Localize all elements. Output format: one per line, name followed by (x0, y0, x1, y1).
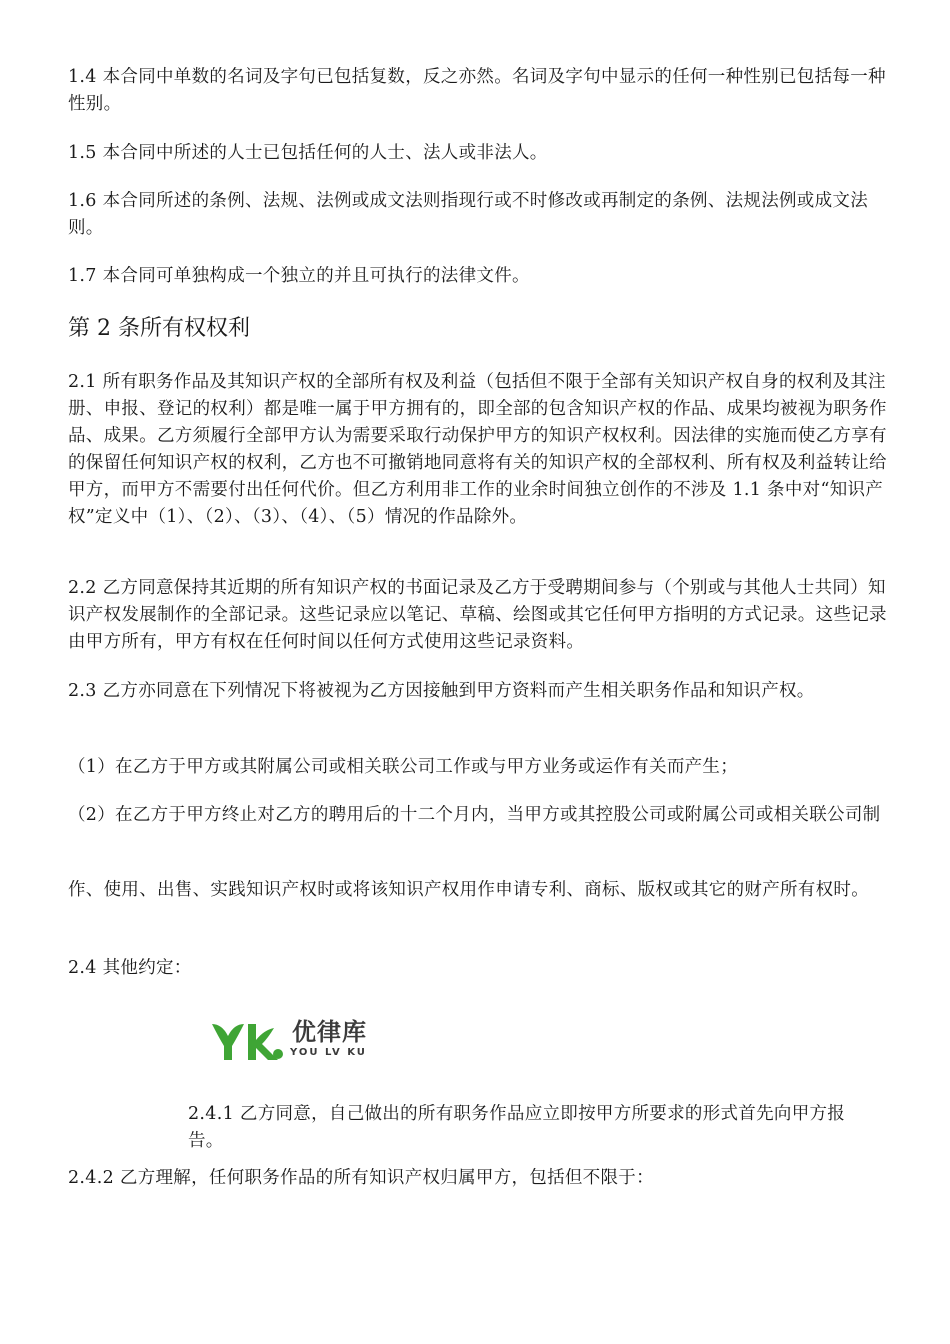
section-heading-2: 第 2 条所有权权利 (68, 316, 250, 341)
youlvku-logo-mark-icon (208, 1018, 288, 1066)
clause-2-3-item-2: （2）在乙方于甲方终止对乙方的聘用后的十二个月内，当甲方或其控股公司或附属公司或相关联公司制 (68, 805, 881, 825)
clause-2-4-1: 2.4.1 乙方同意，自己做出的所有职务作品应立即按甲方所要求的形式首先向甲方报告。 (188, 1104, 846, 1151)
clause-1-6: 1.6 本合同所述的条例、法规、法例或成文法则指现行或不时修改或再制定的条例、法规法例或成文法则。 (68, 191, 868, 238)
clause-2-3: 2.3 乙方亦同意在下列情况下将被视为乙方因接触到甲方资料而产生相关职务作品和知识产权。 (68, 681, 815, 701)
clause-1-4: 1.4 本合同中单数的名词及字句已包括复数，反之亦然。名词及字句中显示的任何一种性别已包括每一种性别。 (68, 67, 886, 114)
clause-1-7: 1.7 本合同可单独构成一个独立的并且可执行的法律文件。 (68, 266, 530, 286)
clause-1-5: 1.5 本合同中所述的人士已包括任何的人士、法人或非法人。 (68, 143, 548, 163)
clause-2-1: 2.1 所有职务作品及其知识产权的全部所有权及利益（包括但不限于全部有关知识产权自身的权利及其注册、申报、登记的权利）都是唯一属于甲方拥有的，即全部的包含知识产权的作品、成果均被视为职务作品、成果。乙方须履行全部甲方认为需要采取行动保护甲方的知识产权权利。因法律的实施而使乙方享有的保留任何知识产权的权利，乙方也不可撤销地同意将有关的知识产权的全部权利、所有权及利益转让给甲方，而甲方不需要付出任何代价。但乙方利用非工作的业余时间独立创作的不涉及 1.1 条中对“知识产权”定义中（1）、（2）、（3）、（4）、（5）情况的作品除外。 (68, 372, 887, 527)
clause-2-2: 2.2 乙方同意保持其近期的所有知识产权的书面记录及乙方于受聘期间参与（个别或与其他人士共同）知识产权发展制作的全部记录。这些记录应以笔记、草稿、绘图或其它任何甲方指明的方式记录。这些记录由甲方所有，甲方有权在任何时间以任何方式使用这些记录资料。 (68, 578, 887, 652)
clause-2-3-item-1: （1）在乙方于甲方或其附属公司或相关联公司工作或与甲方业务或运作有关而产生； (68, 757, 739, 777)
youlvku-logo (208, 1018, 368, 1066)
logo-chinese-text: 优律库 (292, 1018, 367, 1046)
clause-2-4-2: 2.4.2 乙方理解，任何职务作品的所有知识产权归属甲方，包括但不限于： (68, 1168, 654, 1188)
logo-english-text: YOU LV KU (290, 1047, 367, 1058)
clause-2-3-item-2-continued: 作、使用、出售、实践知识产权时或将该知识产权用作申请专利、商标、版权或其它的财产所有权时。 (68, 880, 869, 900)
clause-2-4: 2.4 其他约定： (68, 958, 192, 978)
